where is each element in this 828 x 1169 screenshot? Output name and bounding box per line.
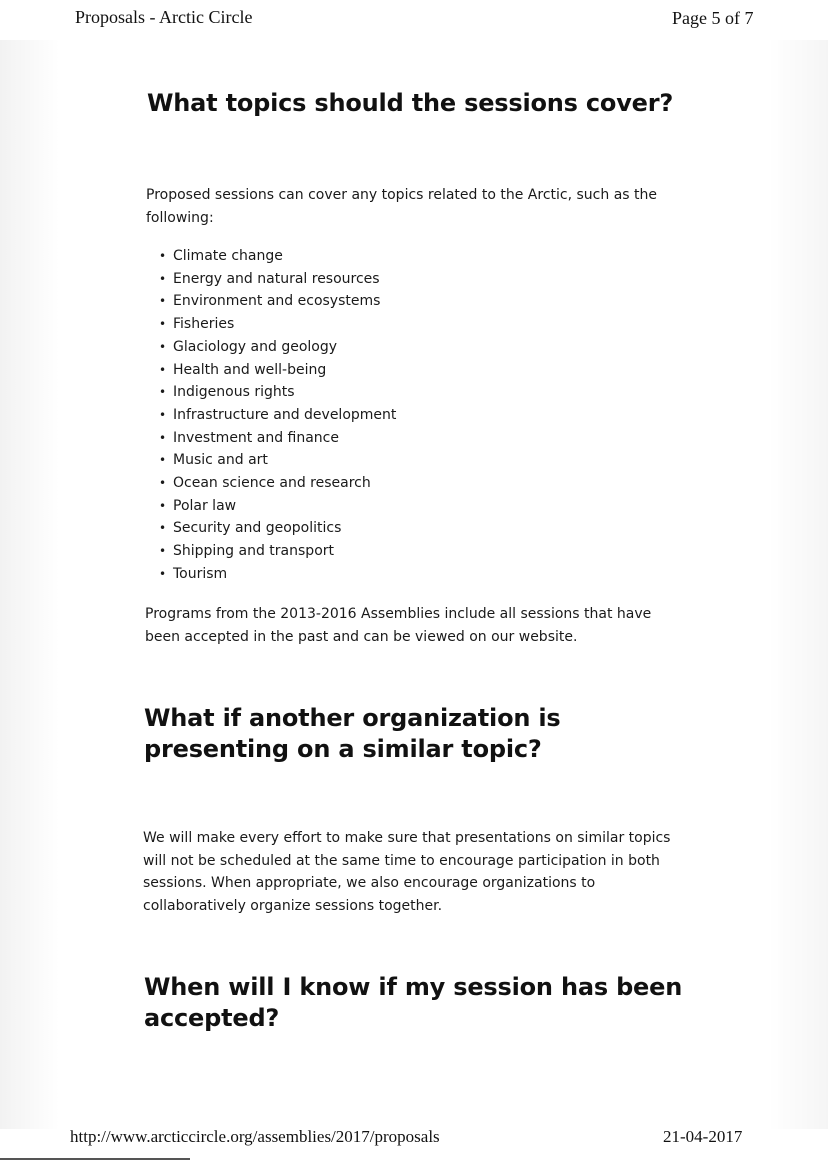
topic-label: Energy and natural resources <box>173 270 380 287</box>
similar-topic-paragraph: We will make every effort to make sure that presentations on similar topics will not be scheduled at the same time to encourage participation in both sessions. When appropriate, we also encourage organizations to collaboratively organize sessions together. <box>143 830 671 915</box>
bullet-icon: • <box>159 271 167 286</box>
bullet-icon: • <box>159 566 167 581</box>
programs-paragraph: Programs from the 2013-2016 Assemblies include all sessions that have been accepted in the past and can be viewed on our website. <box>145 606 652 645</box>
topics-intro: Proposed sessions can cover any topics related to the Arctic, such as the following: <box>146 187 657 226</box>
list-item <box>158 449 396 472</box>
list-item <box>158 245 396 268</box>
list-item <box>158 472 396 495</box>
topic-label: Environment and ecosystems <box>173 293 381 310</box>
list-item <box>158 427 396 450</box>
topic-label: Health and well-being <box>173 361 327 378</box>
list-item <box>158 336 396 359</box>
bullet-icon: • <box>159 362 167 377</box>
bullet-icon: • <box>159 385 167 400</box>
scan-shading-left <box>0 40 60 1129</box>
list-item <box>158 381 396 404</box>
topic-label: Climate change <box>173 248 283 264</box>
topic-label: Music and art <box>173 452 268 469</box>
bullet-icon: • <box>159 407 167 422</box>
topic-label: Investment and finance <box>173 429 339 446</box>
bullet-icon: • <box>159 453 167 468</box>
list-item <box>158 495 396 518</box>
bullet-icon: • <box>159 498 167 513</box>
list-item <box>158 540 396 563</box>
bullet-icon: • <box>159 476 167 491</box>
topic-label: Infrastructure and development <box>173 406 397 423</box>
topic-label: Ocean science and research <box>173 475 371 492</box>
topic-label: Polar law <box>173 497 237 514</box>
topic-label: Indigenous rights <box>173 384 295 401</box>
list-item <box>158 290 396 313</box>
bullet-icon: • <box>159 249 167 263</box>
print-footer-url: http://www.arcticcircle.org/assemblies/2017/proposals <box>70 1127 440 1146</box>
bullet-icon: • <box>159 339 167 354</box>
print-footer-date: 21-04-2017 <box>663 1127 743 1146</box>
list-item <box>158 359 396 382</box>
acceptance-heading: When will I know if my session has been accepted? <box>144 973 683 1032</box>
list-item <box>158 313 396 336</box>
similar-topic-heading: What if another organization is presenting on a similar topic? <box>144 704 561 763</box>
topic-label: Glaciology and geology <box>173 338 338 355</box>
bullet-icon: • <box>159 521 167 536</box>
print-header-title: Proposals - Arctic Circle <box>75 7 253 27</box>
bullet-icon: • <box>159 317 167 332</box>
topic-label: Shipping and transport <box>173 543 334 560</box>
list-item <box>158 517 396 540</box>
list-item <box>158 268 396 291</box>
bullet-icon: • <box>159 294 167 309</box>
list-item <box>158 404 396 427</box>
topic-label: Security and geopolitics <box>173 520 342 537</box>
print-header-page-number: Page 5 of 7 <box>672 8 754 28</box>
topics-list <box>158 245 396 586</box>
bullet-icon: • <box>159 430 167 445</box>
list-item <box>158 563 396 586</box>
topic-label: Tourism <box>173 565 228 582</box>
topics-heading: What topics should the sessions cover? <box>147 89 674 117</box>
scan-edge-line <box>0 1158 190 1160</box>
scan-shading-right <box>768 40 828 1129</box>
topic-label: Fisheries <box>173 316 235 333</box>
bullet-icon: • <box>159 544 167 559</box>
